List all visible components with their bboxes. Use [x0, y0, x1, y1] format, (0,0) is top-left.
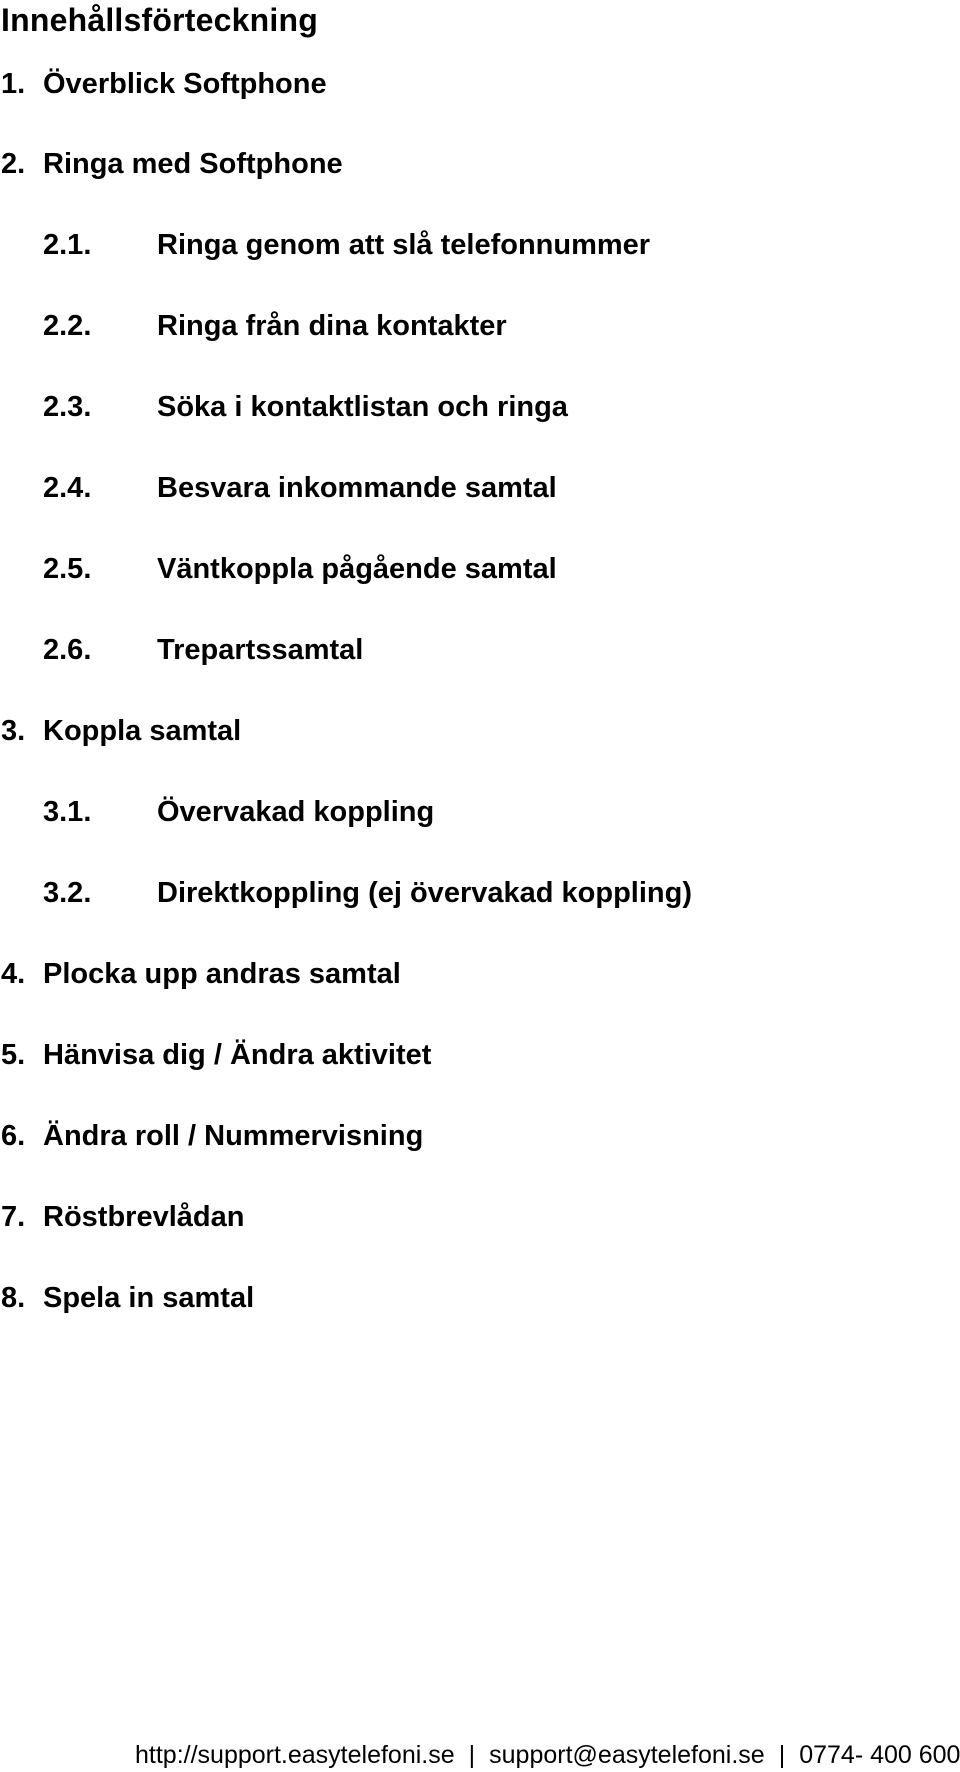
toc-entry-label: Spela in samtal — [43, 1282, 255, 1314]
toc-heading: Innehållsförteckning — [1, 2, 318, 38]
toc-entry-number: 2.1. — [43, 229, 92, 261]
toc-entry-number: 2.3. — [43, 391, 92, 423]
toc-entry-number: 3.2. — [43, 877, 92, 909]
toc-entry-number: 2.6. — [43, 634, 92, 666]
toc-entry-number: 2.5. — [43, 553, 92, 585]
toc-entry-label: Ringa med Softphone — [43, 148, 343, 180]
toc-entry-number: 2.2. — [43, 310, 92, 342]
page-footer — [135, 1740, 960, 1770]
toc-entry-label: Söka i kontaktlistan och ringa — [157, 391, 568, 423]
toc-entry-label: Koppla samtal — [43, 715, 242, 747]
toc-entry-label: Hänvisa dig / Ändra aktivitet — [43, 1039, 432, 1071]
footer-phone: 0774- 400 600 — [799, 1741, 960, 1769]
toc-entry-label: Övervakad koppling — [157, 796, 435, 828]
toc-entry-label: Ringa genom att slå telefonnummer — [157, 229, 651, 261]
toc-entry-number: 7. — [1, 1201, 26, 1233]
footer-separator: | — [468, 1741, 476, 1769]
toc-entry-label: Väntkoppla pågående samtal — [157, 553, 557, 585]
toc-entry-label: Trepartssamtal — [157, 634, 364, 666]
toc-entry-number: 3. — [1, 715, 26, 747]
toc-entry-number: 8. — [1, 1282, 26, 1314]
toc-entry-label: Ändra roll / Nummervisning — [43, 1120, 424, 1152]
toc-entry-number: 1. — [1, 68, 26, 100]
footer-website-link[interactable]: http://support.easytelefoni.se — [135, 1741, 455, 1769]
toc-entry-label: Plocka upp andras samtal — [43, 958, 401, 990]
toc-entry-label: Överblick Softphone — [43, 68, 327, 100]
footer-email-link[interactable]: support@easytelefoni.se — [489, 1741, 765, 1769]
toc-entry-number: 3.1. — [43, 796, 92, 828]
toc-entry-label: Besvara inkommande samtal — [157, 472, 557, 504]
toc-entry-label: Röstbrevlådan — [43, 1201, 245, 1233]
toc-entry-number: 2. — [1, 148, 26, 180]
footer-separator: | — [778, 1741, 786, 1769]
toc-entry-label: Direktkoppling (ej övervakad koppling) — [157, 877, 692, 909]
toc-entry-number: 2.4. — [43, 472, 92, 504]
toc-entry-number: 4. — [1, 958, 26, 990]
toc-entry-number: 5. — [1, 1039, 26, 1071]
toc-entry-number: 6. — [1, 1120, 26, 1152]
toc-entry-label: Ringa från dina kontakter — [157, 310, 507, 342]
